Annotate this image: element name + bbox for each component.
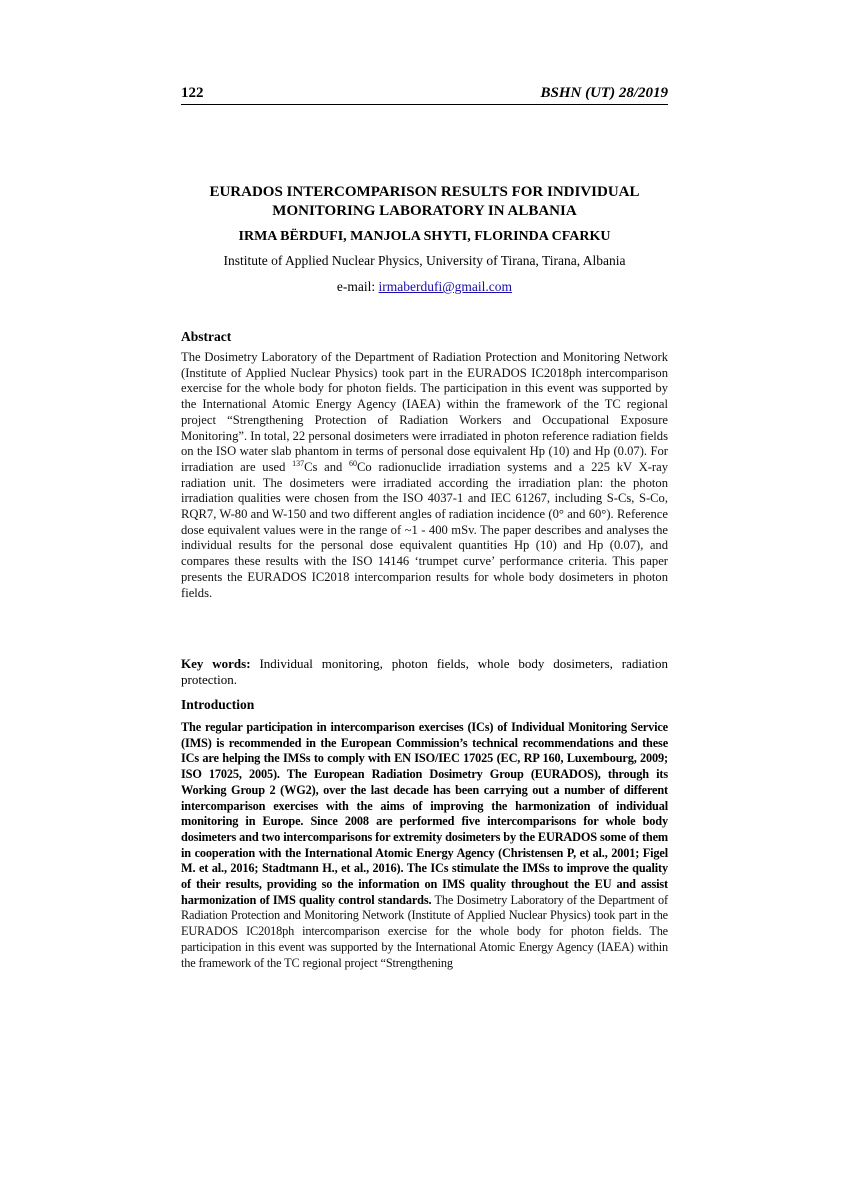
- email-prefix: e-mail:: [336, 279, 379, 294]
- journal-reference: BSHN (UT) 28/2019: [540, 85, 668, 101]
- abstract-text-part2: Cs and: [304, 459, 350, 474]
- running-header: [181, 85, 668, 107]
- keywords-label: Key words:: [181, 656, 251, 671]
- keywords: [181, 656, 668, 688]
- abstract-text-part3: Co radionuclide irradiation systems and a 225 kV X-ray radiation unit. The dosimeters were irradiated according the irradiation plan: the photon irradiation qualities were chosen from the ISO 4037-1 and IEC 61267, including S-Cs, S-Co, RQR7, W-80 and W-150 and two different angles of radiation incidence (0° and 60°). Reference dose equivalent values were in the range of ~1 - 400 mSv. The paper describes and analyses the individual results for the personal dose equivalent quantities Hp (10) and Hp (0.07), and compares these results with the ISO 14146 ‘trumpet curve’ performance criteria. This paper presents the EURADOS IC2018 intercomparion results for whole body dosimeters in photon fields.: [181, 459, 669, 600]
- abstract-heading: Abstract: [181, 329, 232, 344]
- abstract-text-part1: The Dosimetry Laboratory of the Department of Radiation Protection and Monitoring Network (Institute of Applied Nuclear Physics) took part in the EURADOS IC2018ph intercomparison exercise for the whole body for photon fields. The participation in this event was supported by the International Atomic Energy Agency (IAEA) within the framework of the TC regional project “Strengthening Protection of Radiation Workers and Occupational Exposure Monitoring”. In total, 22 personal dosimeters were irradiated in photon reference radiation fields on the ISO water slab phantom in terms of personal dose equivalent Hp (10) and Hp (0.07). For irradiation are used: [181, 350, 668, 474]
- introduction-heading: Introduction: [181, 697, 255, 712]
- affiliation: Institute of Applied Nuclear Physics, University of Tirana, Tirana, Albania: [223, 253, 626, 268]
- isotope-mass-co: 60: [349, 458, 358, 468]
- abstract-body: [181, 350, 668, 601]
- email-line: [181, 278, 668, 296]
- introduction-body: [181, 720, 668, 971]
- keywords-text: Individual monitoring, photon fields, whole body dosimeters, radiation protection.: [181, 656, 668, 687]
- isotope-mass-cs: 137: [292, 458, 305, 468]
- page-number: 122: [181, 85, 204, 101]
- introduction-normal-text: The Dosimetry Laboratory of the Department of Radiation Protection and Monitoring Network (Institute of Applied Nuclear Physics) took part in the EURADOS IC2018ph intercomparison exercise for the whole body for photon fields. The participation in this event was supported by the International Atomic Energy Agency (IAEA) within the framework of the TC regional project “Strengthening: [181, 892, 668, 970]
- email-link[interactable]: irmaberdufi@gmail.com: [378, 279, 513, 294]
- header-rule: [181, 104, 668, 105]
- author-list: IRMA BËRDUFI, MANJOLA SHYTI, FLORINDA CFARKU: [238, 229, 611, 244]
- introduction-bold-text: The regular participation in intercomparison exercises (ICs) of Individual Monitoring Service (IMS) is recommended in the European Commission’s technical recommendations and these ICs are helping the IMSs to comply with EN ISO/IEC 17025 (EC, RP 160, Luxembourg, 2009; ISO 17025, 2005). The European Radiation Dosimetry Group (EURADOS), through its Working Group 2 (WG2), over the last decade has been carrying out a number of different intercomparison exercises with the aims of improving the harmonization of individual monitoring in Europe. Since 2008 are performed five intercomparisons for whole body dosimeters and two intercomparisons for extremity dosimeters by the EURADOS some of them in cooperation with the International Atomic Energy Agency (Christensen P, et al., 2001; Figel M. et al., 2016; Stadtmann H., et al., 2016). The ICs stimulate the IMSs to improve the quality of their results, providing so the information on IMS quality throughout the EU and assist harmonization of IMS quality control standards.: [181, 720, 668, 907]
- paper-title: EURADOS INTERCOMPARISON RESULTS FOR INDIVIDUAL MONITORING LABORATORY IN ALBANIA: [209, 184, 640, 219]
